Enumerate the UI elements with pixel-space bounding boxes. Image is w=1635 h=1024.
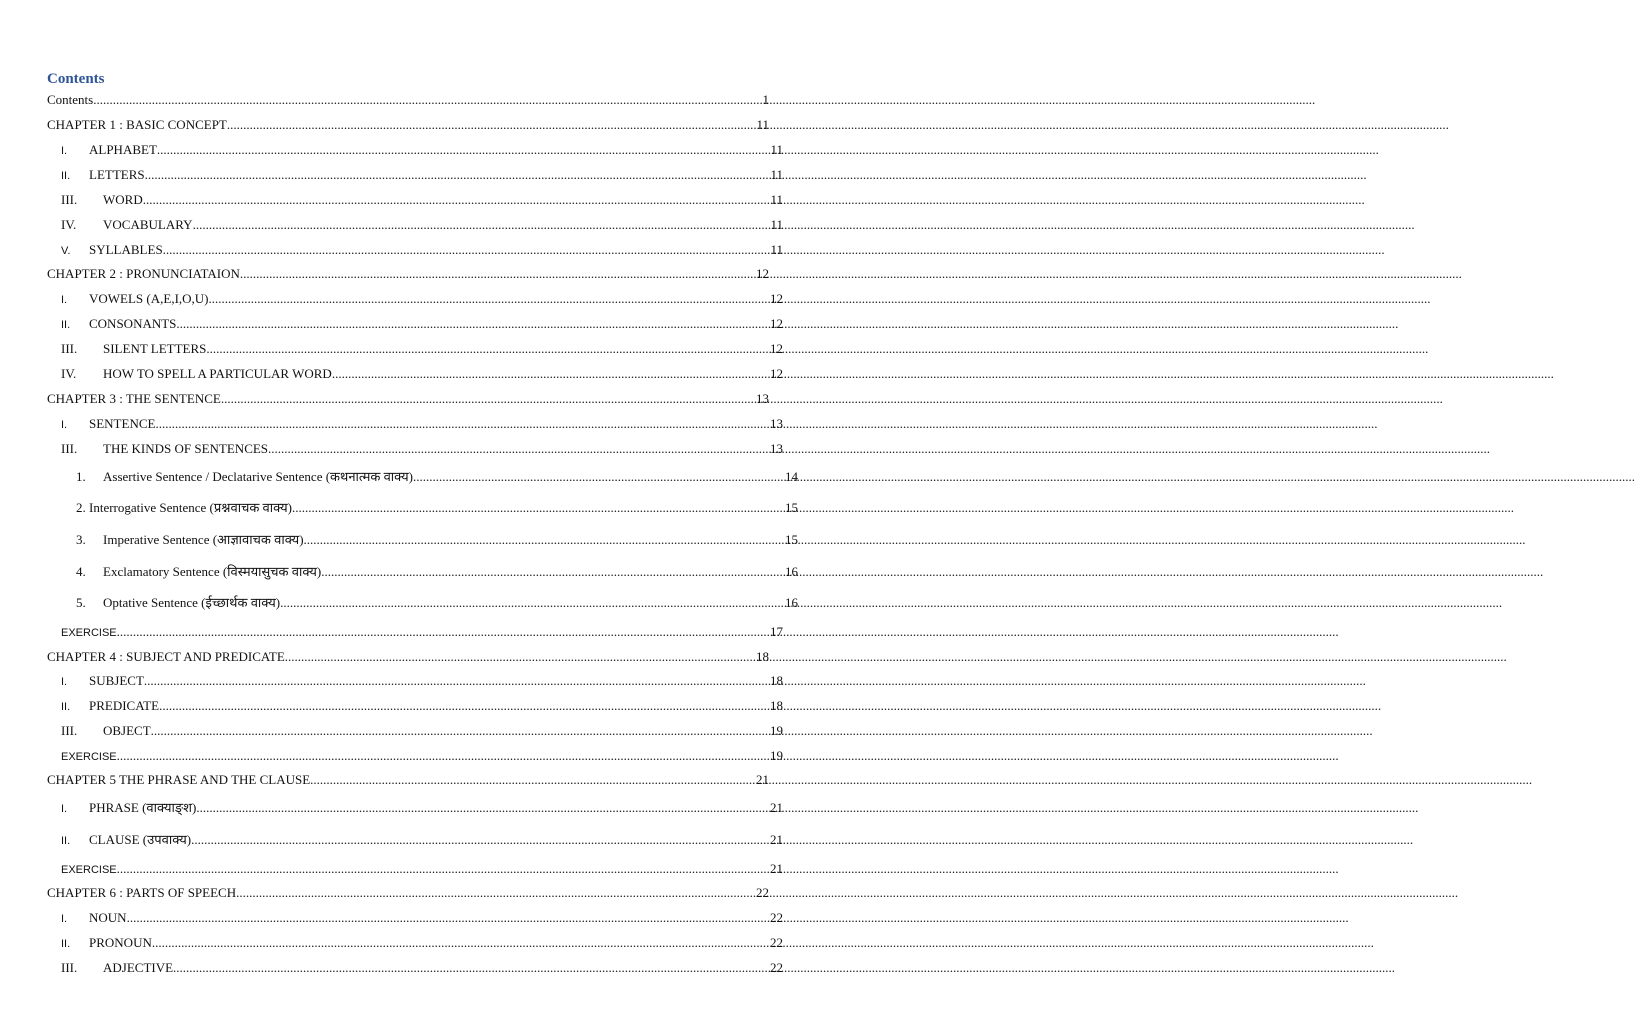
toc-entry-page: 19 bbox=[770, 748, 783, 763]
toc-entry-page: 12 bbox=[770, 291, 783, 306]
toc-entry-page: 22 bbox=[770, 935, 783, 950]
toc-entry-title: SILENT LETTERS bbox=[103, 341, 207, 356]
dot-leader bbox=[93, 92, 762, 108]
toc-entry[interactable] bbox=[0, 266, 769, 282]
dot-leader bbox=[268, 441, 770, 457]
toc-entry-title: Optative Sentence (ईच्छार्थक वाक्य) bbox=[103, 595, 281, 610]
toc-entry[interactable] bbox=[0, 885, 769, 901]
toc-entry-page: 22 bbox=[770, 960, 783, 975]
toc-entry[interactable] bbox=[0, 92, 769, 108]
toc-entry-page: 11 bbox=[770, 217, 783, 232]
toc-entry[interactable] bbox=[0, 341, 783, 357]
toc-entry[interactable] bbox=[0, 532, 798, 548]
toc-entry-title: CHAPTER 5 THE PHRASE AND THE CLAUSE bbox=[47, 772, 311, 787]
toc-entry-page: 18 bbox=[770, 698, 783, 713]
toc-entry-title: LETTERS bbox=[89, 167, 145, 182]
toc-entry-number: II. bbox=[61, 701, 71, 713]
toc-entry-title: CHAPTER 6 : PARTS OF SPEECH bbox=[47, 885, 237, 900]
toc-entry-title: CHAPTER 4 : SUBJECT AND PREDICATE bbox=[47, 649, 285, 664]
toc-entry-number: I. bbox=[61, 803, 68, 815]
toc-entry-page: 16 bbox=[785, 564, 798, 579]
dot-leader bbox=[321, 564, 785, 580]
dot-leader bbox=[157, 142, 771, 158]
toc-entry-title: ADJECTIVE bbox=[103, 960, 174, 975]
toc-entry[interactable] bbox=[0, 217, 783, 233]
toc-entry-title: CHAPTER 2 : PRONUNCIATAION bbox=[47, 266, 240, 281]
toc-entry-page: 18 bbox=[770, 673, 783, 688]
dot-leader bbox=[209, 291, 770, 307]
toc-entry[interactable] bbox=[0, 595, 798, 611]
toc-entry[interactable] bbox=[0, 698, 783, 715]
toc-entry-page: 11 bbox=[770, 242, 783, 257]
dot-leader bbox=[413, 469, 785, 485]
toc-entry-number: III. bbox=[61, 441, 78, 456]
dot-leader bbox=[191, 832, 770, 848]
toc-entry-title: CLAUSE (उपवाक्य) bbox=[89, 832, 192, 847]
dot-leader bbox=[173, 960, 770, 976]
toc-entry-number: I. bbox=[61, 419, 68, 431]
toc-entry[interactable] bbox=[0, 167, 783, 184]
toc-entry[interactable] bbox=[0, 117, 769, 133]
toc-entry[interactable] bbox=[0, 673, 783, 690]
toc-entry-title: PRONOUN bbox=[89, 935, 152, 950]
toc-entry-number: I. bbox=[61, 145, 68, 157]
toc-entry-page: 12 bbox=[770, 366, 783, 381]
toc-entry[interactable] bbox=[0, 441, 783, 457]
dot-leader bbox=[285, 649, 756, 665]
toc-entry[interactable] bbox=[0, 242, 783, 259]
toc-entry-page: 11 bbox=[770, 142, 783, 157]
toc-entry[interactable] bbox=[0, 649, 769, 665]
toc-entry-number: II. bbox=[61, 319, 71, 331]
toc-entry-number: III. bbox=[61, 192, 78, 207]
toc-entry-page: 21 bbox=[756, 772, 769, 787]
toc-entry-title: Imperative Sentence (आज्ञावाचक वाक्य) bbox=[103, 532, 304, 547]
toc-entry[interactable] bbox=[0, 291, 783, 308]
dot-leader bbox=[196, 800, 770, 816]
dot-leader bbox=[117, 624, 770, 640]
toc-entry[interactable] bbox=[0, 935, 783, 952]
dot-leader bbox=[206, 341, 770, 357]
toc-entry-number: I. bbox=[61, 676, 68, 688]
toc-entry-number: II. bbox=[61, 170, 71, 182]
toc-entry-page: 21 bbox=[770, 832, 783, 847]
dot-leader bbox=[240, 266, 756, 282]
toc-entry-title: PREDICATE bbox=[89, 698, 160, 713]
toc-entry-title: CHAPTER 1 : BASIC CONCEPT bbox=[47, 117, 227, 132]
toc-entry-page: 18 bbox=[756, 649, 769, 664]
toc-entry-number: IV. bbox=[61, 217, 77, 232]
toc-entry[interactable] bbox=[0, 910, 783, 927]
dot-leader bbox=[151, 723, 770, 739]
toc-entry-page: 12 bbox=[770, 316, 783, 331]
dot-leader bbox=[117, 861, 770, 877]
dot-leader bbox=[236, 885, 756, 901]
toc-page bbox=[0, 0, 798, 1024]
dot-leader bbox=[143, 192, 771, 208]
toc-entry-title: VOCABULARY bbox=[103, 217, 193, 232]
dot-leader bbox=[117, 748, 770, 764]
toc-entry[interactable] bbox=[0, 192, 783, 208]
dot-leader bbox=[127, 910, 770, 926]
toc-entry[interactable] bbox=[0, 772, 769, 788]
dot-leader bbox=[145, 167, 771, 183]
toc-heading: Contents bbox=[47, 71, 105, 87]
toc-entry[interactable] bbox=[0, 800, 783, 817]
toc-entry[interactable] bbox=[0, 366, 783, 382]
toc-entry[interactable] bbox=[0, 564, 798, 580]
toc-entry[interactable] bbox=[0, 142, 783, 159]
toc-entry[interactable] bbox=[0, 469, 798, 485]
toc-entry-page: 21 bbox=[770, 861, 783, 876]
toc-entry-page: 22 bbox=[770, 910, 783, 925]
toc-entry[interactable] bbox=[0, 500, 798, 516]
toc-entry-title: ALPHABET bbox=[89, 142, 157, 157]
dot-leader bbox=[176, 316, 770, 332]
toc-entry-title: CHAPTER 3 : THE SENTENCE bbox=[47, 391, 221, 406]
toc-entry-title: Contents bbox=[47, 92, 94, 107]
toc-entry-number: 4. bbox=[76, 564, 86, 579]
toc-entry-page: 11 bbox=[770, 192, 783, 207]
toc-entry-number: II. bbox=[61, 938, 71, 950]
toc-entry-page: 11 bbox=[770, 167, 783, 182]
toc-entry-page: 12 bbox=[770, 341, 783, 356]
toc-entry-title: EXERCISE bbox=[61, 864, 117, 876]
toc-entry[interactable] bbox=[0, 960, 783, 976]
toc-entry-page: 16 bbox=[785, 595, 798, 610]
dot-leader bbox=[221, 391, 756, 407]
toc-entry-title: Assertive Sentence / Declatarive Sentence (कथनात्मक वाक्य) bbox=[103, 469, 413, 484]
dot-leader bbox=[152, 935, 770, 951]
toc-entry-title: SENTENCE bbox=[89, 416, 156, 431]
toc-entry[interactable] bbox=[0, 861, 783, 878]
toc-entry-title: SUBJECT bbox=[89, 673, 144, 688]
toc-entry-page: 19 bbox=[770, 723, 783, 738]
toc-entry-title: CONSONANTS bbox=[89, 316, 177, 331]
dot-leader bbox=[292, 500, 785, 516]
toc-entry-number: 2. bbox=[76, 500, 86, 515]
toc-entry-page: 13 bbox=[756, 391, 769, 406]
toc-entry-page: 15 bbox=[785, 532, 798, 547]
toc-entry-title: Interrogative Sentence (प्रश्नवाचक वाक्य) bbox=[89, 500, 292, 515]
toc-entry[interactable] bbox=[0, 624, 783, 641]
toc-entry-page: 11 bbox=[756, 117, 769, 132]
toc-entry-number: III. bbox=[61, 341, 78, 356]
toc-entry-number: 5. bbox=[76, 595, 86, 610]
toc-entry-page: 13 bbox=[770, 416, 783, 431]
dot-leader bbox=[310, 772, 756, 788]
toc-entry-title: PHRASE (वाक्याङ्श) bbox=[89, 800, 197, 815]
toc-entry-page: 21 bbox=[770, 800, 783, 815]
dot-leader bbox=[304, 532, 785, 548]
toc-entry-number: III. bbox=[61, 723, 78, 738]
toc-entry-title: OBJECT bbox=[103, 723, 151, 738]
toc-entry-title: HOW TO SPELL A PARTICULAR WORD bbox=[103, 366, 332, 381]
toc-entry-title: NOUN bbox=[89, 910, 127, 925]
dot-leader bbox=[280, 595, 785, 611]
toc-entry[interactable] bbox=[0, 748, 783, 765]
dot-leader bbox=[227, 117, 757, 133]
toc-entry[interactable] bbox=[0, 391, 769, 407]
toc-entry[interactable] bbox=[0, 832, 783, 849]
toc-entry[interactable] bbox=[0, 416, 783, 433]
toc-entry-number: III. bbox=[61, 960, 78, 975]
toc-entry-title: EXERCISE bbox=[61, 627, 117, 639]
toc-entry-page: 22 bbox=[756, 885, 769, 900]
dot-leader bbox=[144, 673, 770, 689]
toc-entry-page: 13 bbox=[770, 441, 783, 456]
toc-entry-title: SYLLABLES bbox=[89, 242, 163, 257]
toc-entry-page: 1 bbox=[762, 92, 769, 107]
toc-entry-number: I. bbox=[61, 913, 68, 925]
toc-entry[interactable] bbox=[0, 316, 783, 333]
toc-entry-number: IV. bbox=[61, 366, 77, 381]
toc-entry-title: THE KINDS OF SENTENCES bbox=[103, 441, 269, 456]
toc-entry-number: 3. bbox=[76, 532, 86, 547]
toc-entry-number: II. bbox=[61, 835, 71, 847]
toc-entry-title: WORD bbox=[103, 192, 143, 207]
toc-entry-page: 12 bbox=[756, 266, 769, 281]
toc-entry-number: I. bbox=[61, 294, 68, 306]
dot-leader bbox=[163, 242, 771, 258]
dot-leader bbox=[332, 366, 770, 382]
toc-entry-title: Exclamatory Sentence (विस्मयासुचक वाक्य) bbox=[103, 564, 322, 579]
dot-leader bbox=[193, 217, 771, 233]
toc-entry[interactable] bbox=[0, 723, 783, 739]
toc-entry-number: V. bbox=[61, 245, 71, 257]
toc-entry-page: 14 bbox=[785, 469, 798, 484]
dot-leader bbox=[155, 416, 770, 432]
toc-entry-page: 17 bbox=[770, 624, 783, 639]
toc-entry-title: EXERCISE bbox=[61, 751, 117, 763]
toc-entry-number: 1. bbox=[76, 469, 86, 484]
dot-leader bbox=[159, 698, 770, 714]
toc-entry-page: 15 bbox=[785, 500, 798, 515]
toc-entry-title: VOWELS (A,E,I,O,U) bbox=[89, 291, 209, 306]
